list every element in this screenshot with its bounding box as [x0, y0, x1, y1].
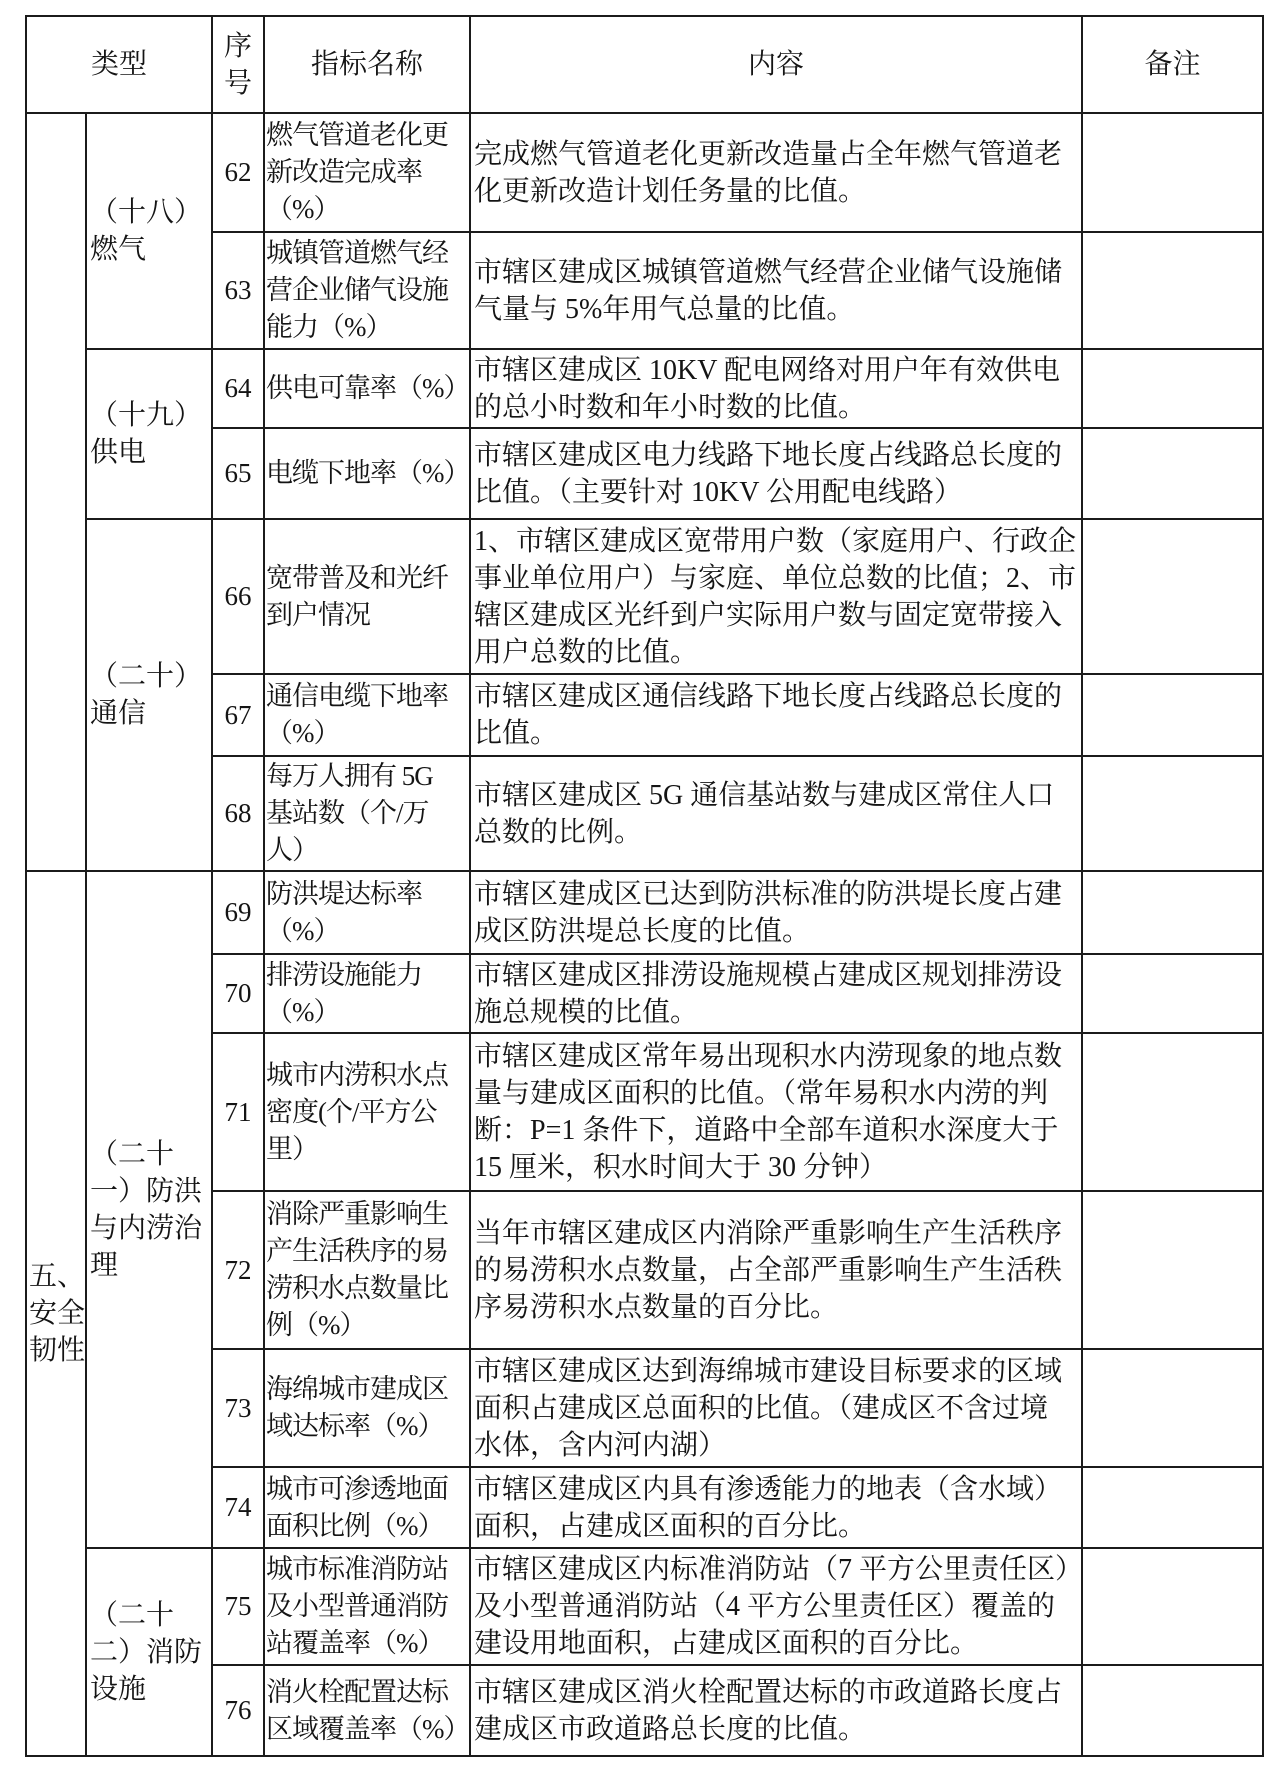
header-row [26, 16, 1263, 113]
remark-cell [1082, 1467, 1263, 1548]
indicator-name-cell: 城镇管道燃气经 营企业储气设施 能力（%） [264, 232, 470, 349]
content-cell: 市辖区建成区达到海绵城市建设目标要求的区域 面积占建成区总面积的比值。（建成区不含过境 水体，含内河内湖） [470, 1349, 1082, 1467]
indicator-name-cell: 城市内涝积水点 密度(个/平方公 里） [264, 1033, 470, 1191]
table-row [26, 113, 1263, 232]
seq-cell: 70 [212, 954, 264, 1033]
seq-cell: 73 [212, 1349, 264, 1467]
seq-cell: 67 [212, 674, 264, 756]
subcategory-flood-control: （二十 一）防洪 与内涝治 理 [86, 871, 212, 1548]
remark-cell [1082, 871, 1263, 954]
seq-cell: 72 [212, 1191, 264, 1349]
content-cell: 市辖区建成区城镇管道燃气经营企业储气设施储 气量与 5%年用气总量的比值。 [470, 232, 1082, 349]
table-row [26, 1191, 1263, 1349]
content-cell: 市辖区建成区电力线路下地长度占线路总长度的 比值。（主要针对 10KV 公用配电线路） [470, 428, 1082, 519]
seq-cell: 74 [212, 1467, 264, 1548]
content-cell: 市辖区建成区已达到防洪标准的防洪堤长度占建 成区防洪堤总长度的比值。 [470, 871, 1082, 954]
seq-cell: 66 [212, 519, 264, 674]
table-row [26, 871, 1263, 954]
remark-cell [1082, 519, 1263, 674]
remark-cell [1082, 1665, 1263, 1756]
seq-cell: 75 [212, 1548, 264, 1665]
remark-cell [1082, 1191, 1263, 1349]
indicator-name-cell: 海绵城市建成区 域达标率（%） [264, 1349, 470, 1467]
content-cell: 市辖区建成区消火栓配置达标的市政道路长度占 建成区市政道路总长度的比值。 [470, 1665, 1082, 1756]
subcategory-gas: （十八） 燃气 [86, 113, 212, 349]
content-cell: 完成燃气管道老化更新改造量占全年燃气管道老 化更新改造计划任务量的比值。 [470, 113, 1082, 232]
seq-cell: 69 [212, 871, 264, 954]
remark-cell [1082, 232, 1263, 349]
header-content: 内容 [470, 16, 1082, 113]
table-row [26, 954, 1263, 1033]
remark-cell [1082, 113, 1263, 232]
content-cell: 1、市辖区建成区宽带用户数（家庭用户、行政企 事业单位用户）与家庭、单位总数的比值；2、市 辖区建成区光纤到户实际用户数与固定宽带接入 用户总数的比值。 [470, 519, 1082, 674]
remark-cell [1082, 349, 1263, 428]
table-row [26, 1548, 1263, 1665]
indicator-name-cell: 通信电缆下地率 （%） [264, 674, 470, 756]
content-cell: 市辖区建成区内具有渗透能力的地表（含水域） 面积，占建成区面积的百分比。 [470, 1467, 1082, 1548]
indicator-name-cell: 城市可渗透地面 面积比例（%） [264, 1467, 470, 1548]
header-remark: 备注 [1082, 16, 1263, 113]
table-row [26, 428, 1263, 519]
header-indicator-name: 指标名称 [264, 16, 470, 113]
subcategory-power: （十九） 供电 [86, 349, 212, 519]
remark-cell [1082, 428, 1263, 519]
seq-cell: 63 [212, 232, 264, 349]
indicator-name-cell: 供电可靠率（%） [264, 349, 470, 428]
table-row [26, 756, 1263, 871]
content-cell: 市辖区建成区排涝设施规模占建成区规划排涝设 施总规模的比值。 [470, 954, 1082, 1033]
remark-cell [1082, 954, 1263, 1033]
subcategory-fire-facilities: （二十 二）消防 设施 [86, 1548, 212, 1756]
indicator-name-cell: 宽带普及和光纤 到户情况 [264, 519, 470, 674]
seq-cell: 68 [212, 756, 264, 871]
header-type: 类型 [26, 16, 212, 113]
remark-cell [1082, 674, 1263, 756]
table-row [26, 1467, 1263, 1548]
content-cell: 市辖区建成区 10KV 配电网络对用户年有效供电 的总小时数和年小时数的比值。 [470, 349, 1082, 428]
indicator-table [25, 15, 1264, 1757]
subcategory-telecom: （二十） 通信 [86, 519, 212, 871]
indicator-name-cell: 每万人拥有 5G 基站数（个/万 人） [264, 756, 470, 871]
content-cell: 市辖区建成区常年易出现积水内涝现象的地点数 量与建成区面积的比值。（常年易积水内涝的判 断：P=1 条件下，道路中全部车道积水深度大于 15 厘米，积水时间大于 30 分钟） [470, 1033, 1082, 1191]
indicator-name-cell: 消火栓配置达标 区域覆盖率（%） [264, 1665, 470, 1756]
content-cell: 市辖区建成区 5G 通信基站数与建成区常住人口 总数的比例。 [470, 756, 1082, 871]
indicator-name-cell: 消除严重影响生 产生活秩序的易 涝积水点数量比 例（%） [264, 1191, 470, 1349]
indicator-name-cell: 防洪堤达标率 （%） [264, 871, 470, 954]
remark-cell [1082, 756, 1263, 871]
table-row [26, 349, 1263, 428]
header-seq: 序 号 [212, 16, 264, 113]
seq-cell: 65 [212, 428, 264, 519]
table-row [26, 232, 1263, 349]
content-cell: 当年市辖区建成区内消除严重影响生产生活秩序 的易涝积水点数量，占全部严重影响生产生活秩 序易涝积水点数量的百分比。 [470, 1191, 1082, 1349]
seq-cell: 62 [212, 113, 264, 232]
table-row [26, 1033, 1263, 1191]
remark-cell [1082, 1548, 1263, 1665]
table-row [26, 1665, 1263, 1756]
indicator-name-cell: 城市标准消防站 及小型普通消防 站覆盖率（%） [264, 1548, 470, 1665]
indicator-name-cell: 电缆下地率（%） [264, 428, 470, 519]
seq-cell: 64 [212, 349, 264, 428]
major-category-safety-resilience: 五、 安全 韧性 [26, 871, 86, 1756]
content-cell: 市辖区建成区内标准消防站（7 平方公里责任区） 及小型普通消防站（4 平方公里责任区）覆盖的 建设用地面积，占建成区面积的百分比。 [470, 1548, 1082, 1665]
indicator-name-cell: 燃气管道老化更 新改造完成率 （%） [264, 113, 470, 232]
major-category-cell-continued [26, 113, 86, 871]
indicator-name-cell: 排涝设施能力 （%） [264, 954, 470, 1033]
table-row [26, 1349, 1263, 1467]
remark-cell [1082, 1349, 1263, 1467]
table-row [26, 519, 1263, 674]
table-row [26, 674, 1263, 756]
remark-cell [1082, 1033, 1263, 1191]
content-cell: 市辖区建成区通信线路下地长度占线路总长度的 比值。 [470, 674, 1082, 756]
seq-cell: 76 [212, 1665, 264, 1756]
seq-cell: 71 [212, 1033, 264, 1191]
